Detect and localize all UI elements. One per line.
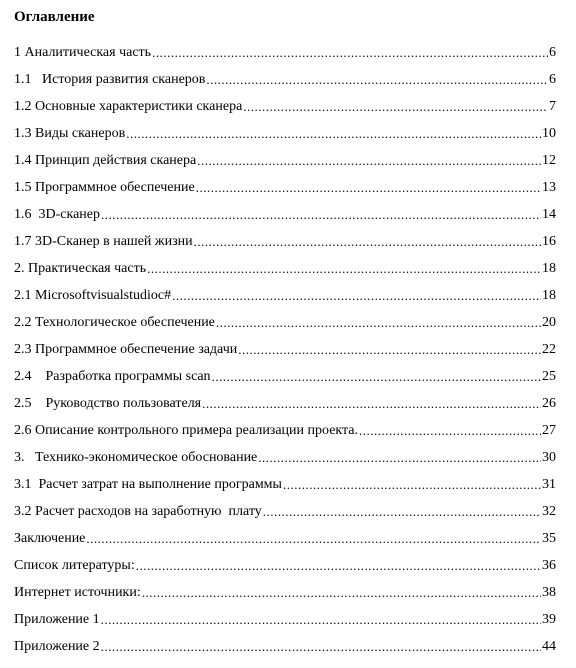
toc-entry-label: 3.2 Расчет расходов на заработную плату <box>14 504 262 519</box>
toc-entry-label: 3. Технико-экономическое обоснование <box>14 450 258 465</box>
toc-entry-page-number: 32 <box>542 504 556 519</box>
toc-leader-dots <box>196 180 541 196</box>
toc-entry-label: 1.5 Программное обеспечение <box>14 180 195 195</box>
toc-entry[interactable] <box>14 223 556 250</box>
toc-leader-dots <box>126 126 541 142</box>
toc-leader-dots <box>152 45 548 61</box>
toc-entry[interactable] <box>14 196 556 223</box>
toc-entry-page-number: 13 <box>542 180 556 195</box>
toc-leader-dots <box>258 450 541 466</box>
toc-entry[interactable] <box>14 169 556 196</box>
toc-entry[interactable] <box>14 628 556 655</box>
toc-entry-page-number: 14 <box>542 207 556 222</box>
toc-leader-dots <box>243 99 548 115</box>
toc-leader-dots <box>86 531 541 547</box>
toc-entry-page-number: 22 <box>542 342 556 357</box>
toc-entry[interactable] <box>14 331 556 358</box>
toc-leader-dots <box>359 423 541 439</box>
toc-entry[interactable] <box>14 493 556 520</box>
toc-entry[interactable] <box>14 61 556 88</box>
toc-entry-label: 1.7 3D-Сканер в нашей жизни <box>14 234 193 249</box>
toc-leader-dots <box>197 153 541 169</box>
toc-entry-label: Приложение 1 <box>14 612 100 627</box>
toc-entry-label: Список литературы: <box>14 558 135 573</box>
table-of-contents <box>14 34 556 655</box>
toc-entry[interactable] <box>14 547 556 574</box>
toc-leader-dots <box>206 72 548 88</box>
toc-entry[interactable] <box>14 250 556 277</box>
toc-entry-page-number: 6 <box>549 45 556 60</box>
toc-leader-dots <box>263 504 541 520</box>
toc-entry-label: 2. Практическая часть <box>14 261 147 276</box>
toc-leader-dots <box>172 288 541 304</box>
toc-entry-page-number: 30 <box>542 450 556 465</box>
toc-entry-page-number: 25 <box>542 369 556 384</box>
toc-entry-label: Приложение 2 <box>14 639 100 654</box>
toc-leader-dots <box>194 234 541 250</box>
toc-entry[interactable] <box>14 520 556 547</box>
toc-leader-dots <box>283 477 541 493</box>
toc-title: Оглавление <box>14 9 95 25</box>
toc-entry-label: 1.3 Виды сканеров <box>14 126 126 141</box>
toc-entry-page-number: 10 <box>542 126 556 141</box>
toc-entry-page-number: 39 <box>542 612 556 627</box>
toc-entry-page-number: 31 <box>542 477 556 492</box>
toc-entry-label: 3.1 Расчет затрат на выполнение программы <box>14 477 282 492</box>
toc-leader-dots <box>216 315 541 331</box>
toc-entry-page-number: 7 <box>549 99 556 114</box>
toc-leader-dots <box>238 342 541 358</box>
toc-entry[interactable] <box>14 358 556 385</box>
toc-leader-dots <box>101 639 541 655</box>
toc-entry-label: Заключение <box>14 531 86 546</box>
toc-entry-page-number: 6 <box>549 72 556 87</box>
toc-entry-label: 2.1 Microsoftvisualstudioc# <box>14 288 172 303</box>
toc-entry-page-number: 27 <box>542 423 556 438</box>
toc-entry[interactable] <box>14 574 556 601</box>
toc-leader-dots <box>101 612 541 628</box>
toc-entry-page-number: 18 <box>542 288 556 303</box>
toc-entry-label: 2.3 Программное обеспечение задачи <box>14 342 238 357</box>
toc-leader-dots <box>202 396 541 412</box>
toc-entry-label: 1.2 Основные характеристики сканера <box>14 99 243 114</box>
toc-entry-label: 2.2 Технологическое обеспечение <box>14 315 215 330</box>
toc-entry[interactable] <box>14 439 556 466</box>
toc-entry-page-number: 44 <box>542 639 556 654</box>
toc-entry-page-number: 16 <box>542 234 556 249</box>
toc-entry-page-number: 38 <box>542 585 556 600</box>
toc-entry-label: 1 Аналитическая часть <box>14 45 152 60</box>
toc-entry-page-number: 12 <box>542 153 556 168</box>
toc-entry[interactable] <box>14 385 556 412</box>
toc-entry-label: 2.4 Разработка программы scan <box>14 369 211 384</box>
toc-entry[interactable] <box>14 142 556 169</box>
toc-entry[interactable] <box>14 88 556 115</box>
toc-entry-label: 2.6 Описание контрольного примера реализации проекта. <box>14 423 359 438</box>
toc-entry-label: 2.5 Руководство пользователя <box>14 396 202 411</box>
toc-leader-dots <box>142 585 541 601</box>
toc-entry[interactable] <box>14 601 556 628</box>
toc-entry[interactable] <box>14 304 556 331</box>
toc-entry-page-number: 36 <box>542 558 556 573</box>
toc-entry[interactable] <box>14 34 556 61</box>
toc-entry-page-number: 18 <box>542 261 556 276</box>
toc-entry[interactable] <box>14 466 556 493</box>
toc-entry[interactable] <box>14 412 556 439</box>
toc-entry-label: 1.1 История развития сканеров <box>14 72 206 87</box>
toc-entry[interactable] <box>14 277 556 304</box>
toc-entry-page-number: 35 <box>542 531 556 546</box>
toc-leader-dots <box>147 261 541 277</box>
toc-entry-page-number: 26 <box>542 396 556 411</box>
toc-entry[interactable] <box>14 115 556 142</box>
toc-entry-page-number: 20 <box>542 315 556 330</box>
toc-leader-dots <box>136 558 541 574</box>
toc-entry-label: Интернет источники: <box>14 585 141 600</box>
toc-entry-label: 1.4 Принцип действия сканера <box>14 153 197 168</box>
toc-leader-dots <box>212 369 541 385</box>
toc-entry-label: 1.6 3D-сканер <box>14 207 100 222</box>
toc-leader-dots <box>101 207 541 223</box>
